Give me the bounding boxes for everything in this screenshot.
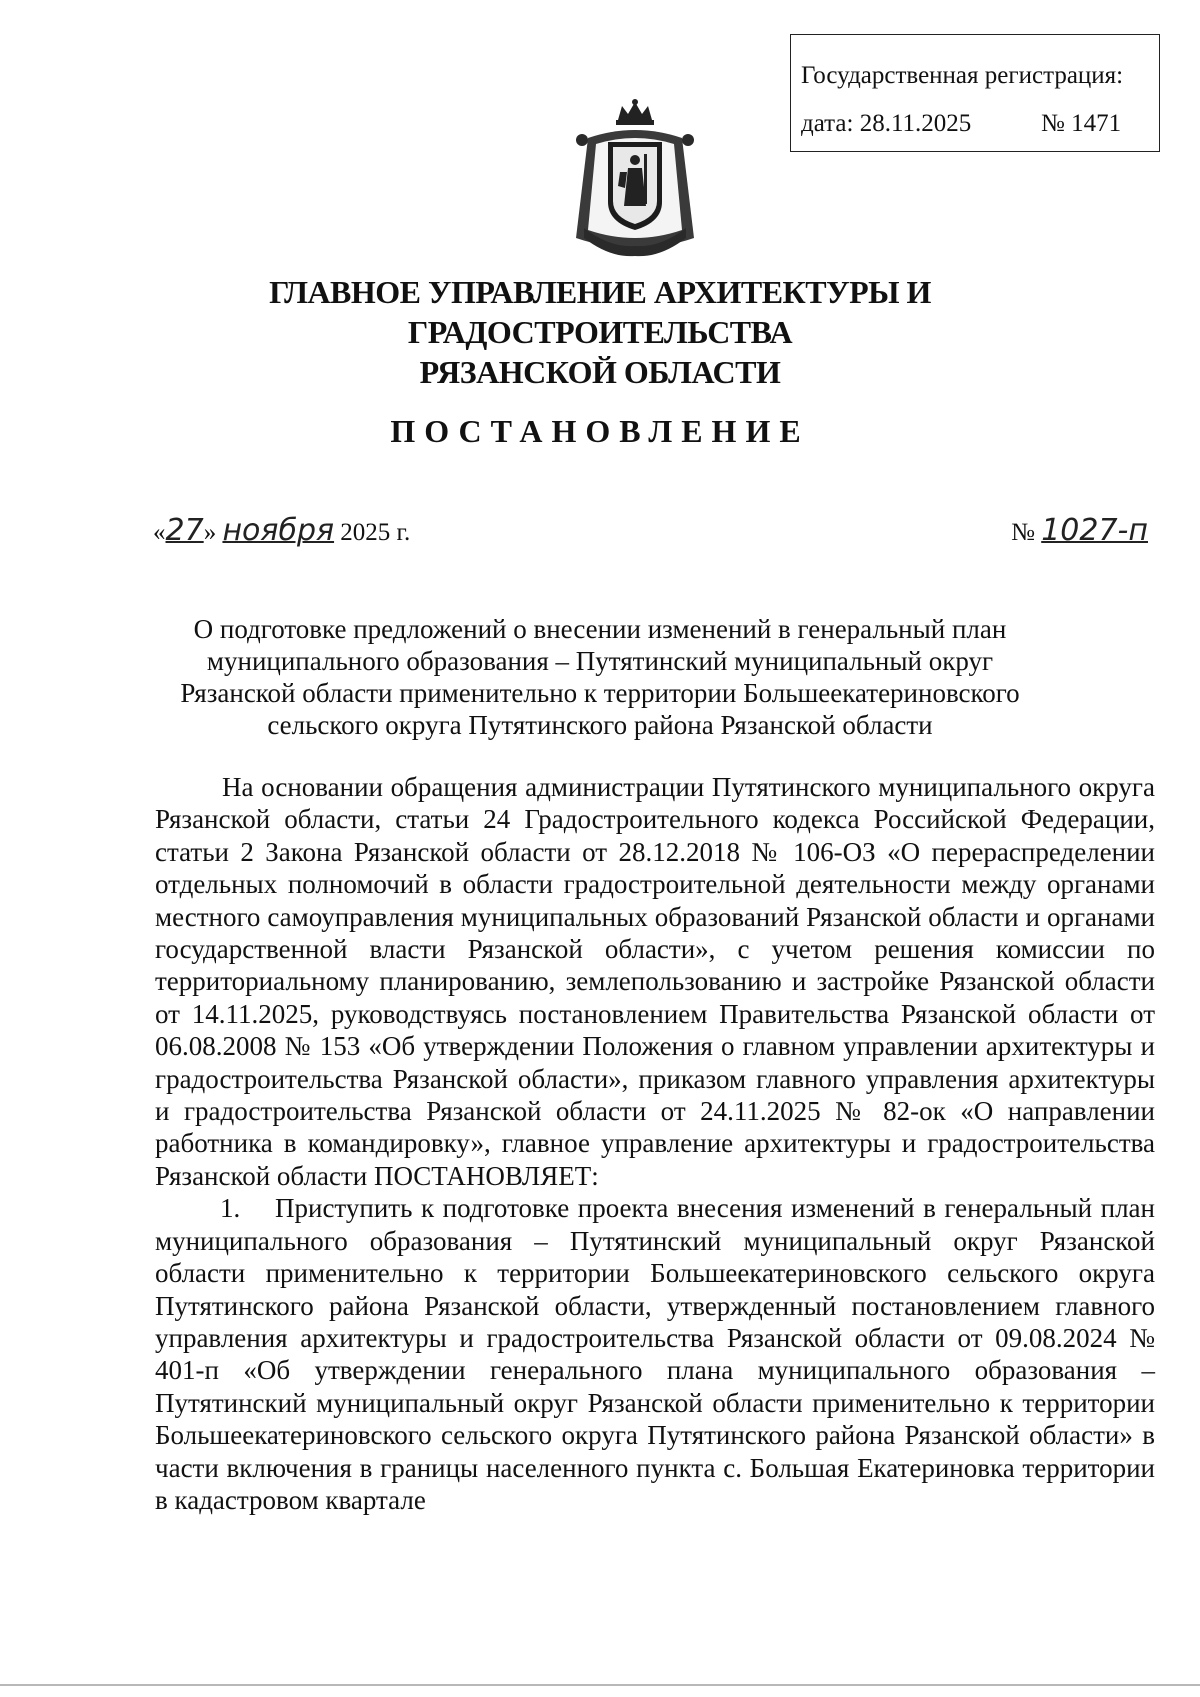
registration-stamp	[790, 34, 1160, 152]
scan-edge-divider	[0, 1684, 1200, 1686]
registration-title: Государственная регистрация:	[801, 62, 1124, 89]
document-date	[153, 513, 410, 548]
body-preamble: На основании обращения администрации Путятинского муниципального округа Рязанской области, статьи 24 Градостроительного кодекса Российской Федерации, статьи 2 Закона Рязанской области от 28.12.2018 № 106-ОЗ «О перераспределении отдельных полномочий в области градостроительной деятельности между органами местного самоуправления муниципальных образований Рязанской области и органами государственной власти Рязанской области», с учетом решения комиссии по территориальному планированию, землепользованию и застройке Рязанской области от 14.11.2025, руководствуясь постановлением Правительства Рязанской области от 06.08.2008 № 153 «Об утверждении Положения о главном управлении архитектуры и градостроительства Рязанской области», приказом главного управления архитектуры и градостроительства Рязанской области от 24.11.2025 № 82-ок «О направлении работника в командировку», главное управление архитектуры и градостроительства Рязанской области ПОСТАНОВЛЯЕТ:	[155, 772, 1155, 1191]
body-item-1-number: 1.	[220, 1193, 241, 1224]
document-body	[155, 771, 1155, 1516]
date-close-quote: »	[203, 519, 217, 546]
document-subject: О подготовке предложений о внесении изменений в генеральный план муниципального образования – Путятинский муниципальный округ Рязанской области применительно к территории Большеекатериновского сельского округа Путятинского района Рязанской области	[180, 614, 1020, 740]
date-year: 2025 г.	[340, 519, 411, 546]
document-number	[1011, 513, 1148, 548]
document-number-prefix: №	[1011, 519, 1035, 546]
document-type: ПОСТАНОВЛЕНИЕ	[390, 413, 810, 449]
organization-name	[80, 272, 1120, 392]
registration-number: № 1471	[1041, 110, 1122, 137]
body-item-1-text: Приступить к подготовке проекта внесения изменений в генеральный план муниципального образования – Путятинский муниципальный округ Рязанской области применительно к территории Большеекатериновского сельского округа Путятинского района Рязанской области, утвержденный постановлением главного управления архитектуры и градостроительства Рязанской области от 09.08.2024 № 401-п «Об утверждении генерального плана муниципального образования – Путятинский муниципальный округ Рязанской области применительно к территории Большеекатериновского сельского округа Путятинского района Рязанской области» в части включения в границы населенного пункта с. Большая Екатериновка территории в кадастровом квартале	[155, 1193, 1155, 1515]
date-day: 27	[165, 513, 204, 548]
date-month: ноября	[222, 513, 335, 548]
document-number-value: 1027-п	[1041, 513, 1148, 548]
ryazan-coat-of-arms-icon	[570, 98, 700, 266]
date-open-quote: «	[153, 519, 166, 546]
body-item-1	[155, 1192, 1155, 1516]
organization-name-line1: ГЛАВНОЕ УПРАВЛЕНИЕ АРХИТЕКТУРЫ И ГРАДОСТРОИТЕЛЬСТВА	[269, 274, 931, 350]
organization-name-line2: РЯЗАНСКОЙ ОБЛАСТИ	[419, 354, 781, 390]
registration-date: дата: 28.11.2025	[801, 110, 972, 137]
